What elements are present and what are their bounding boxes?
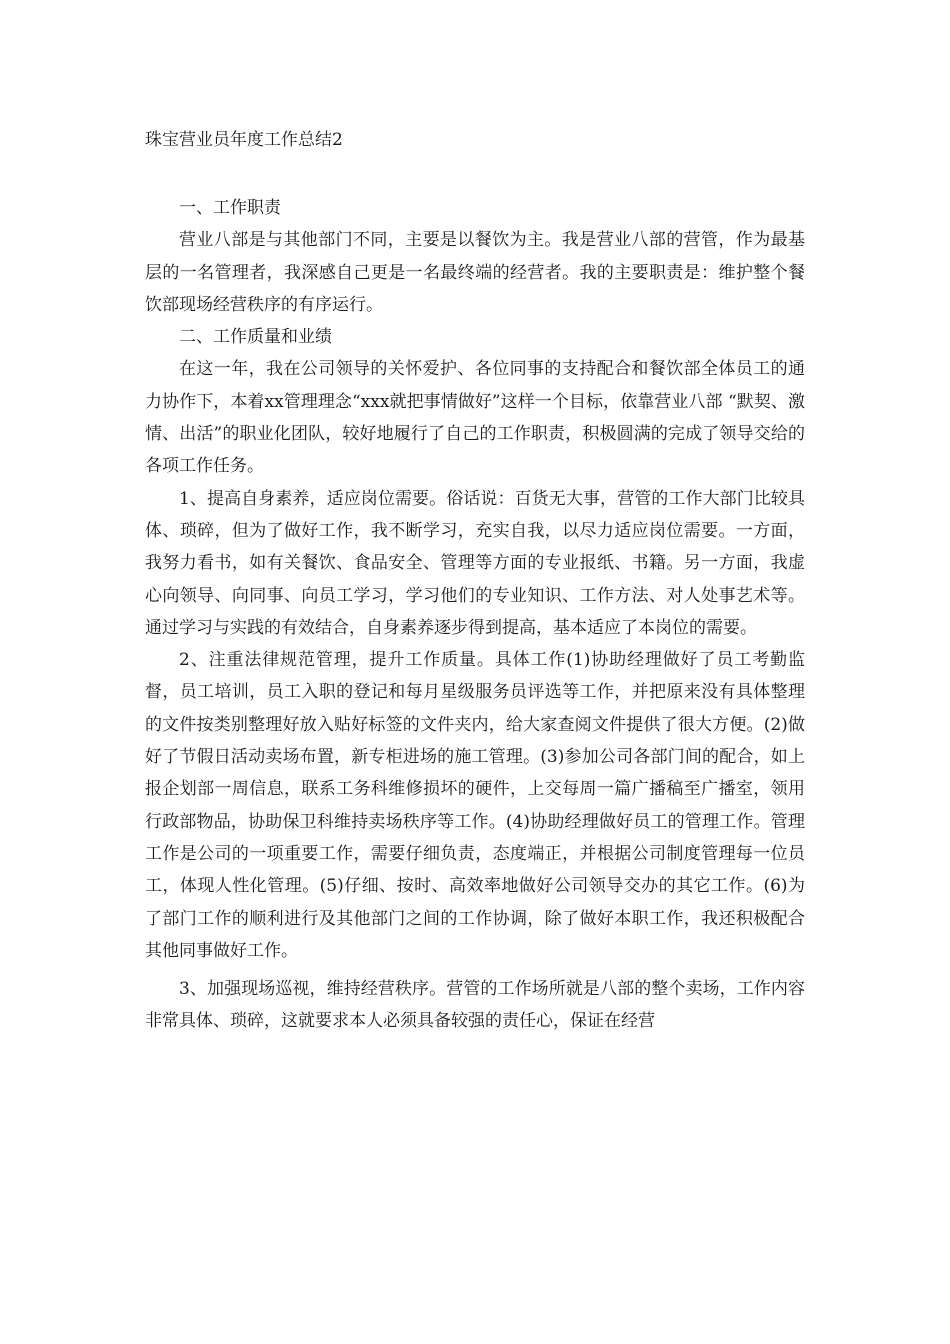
paragraph-point-2: 2、注重法律规范管理，提升工作质量。具体工作(1)协助经理做好了员工考勤监督，员工培训，员工入职的登记和每月星级服务员评选等工作，并把原来没有具体整理的文件按类别整理好放入贴好标签的文件夹内，给大家查阅文件提供了很大方便。(2)做好了节假日活动卖场布置，新专柜进场的施工管理。(3)参加公司各部门间的配合，如上报企划部一周信息，联系工务科维修损坏的硬件，上交每周一篇广播稿至广播室，领用行政部物品，协助保卫科维持卖场秩序等工作。(4)协助经理做好员工的管理工作。管理工作是公司的一项重要工作，需要仔细负责，态度端正，并根据公司制度管理每一位员工，体现人性化管理。(5)仔细、按时、高效率地做好公司领导交办的其它工作。(6)为了部门工作的顺利进行及其他部门之间的工作协调，除了做好本职工作，我还积极配合其他同事做好工作。 [145,650,805,961]
section-heading-duties: 一、工作职责 [179,198,281,218]
paragraph-point-3: 3、加强现场巡视，维持经营秩序。营管的工作场所就是八部的整个卖场，工作内容非常具体、琐碎，这就要求本人必须具备较强的责任心，保证在经营 [145,979,805,1032]
paragraph-point-1: 1、提高自身素养，适应岗位需要。俗话说：百货无大事，营管的工作大部门比较具体、琐碎，但为了做好工作，我不断学习，充实自我，以尽力适应岗位需要。一方面，我努力看书，如有关餐饮、食品安全、管理等方面的专业报纸、书籍。另一方面，我虚心向领导、向同事、向员工学习，学习他们的专业知识、工作方法、对人处事艺术等。通过学习与实践的有效结合，自身素养逐步得到提高，基本适应了本岗位的需要。 [145,488,805,638]
document-title: 珠宝营业员年度工作总结2 [145,130,343,150]
section-heading-performance: 二、工作质量和业绩 [179,327,332,348]
paragraph-duties: 营业八部是与其他部门不同，主要是以餐饮为主。我是营业八部的营管，作为最基层的一名管理者，我深感自己更是一名最终端的经营者。我的主要职责是：维护整个餐饮部现场经营秩序的有序运行。 [145,230,805,315]
document-body [145,192,805,1038]
paragraph-performance-intro: 在这一年，我在公司领导的关怀爱护、各位同事的支持配合和餐饮部全体员工的通力协作下，本着xx管理理念“xxx就把事情做好”这样一个目标，依靠营业八部 “默契、激情、出活”的职业化团队，较好地履行了自己的工作职责，积极圆满的完成了领导交给的各项工作任务。 [145,359,805,477]
